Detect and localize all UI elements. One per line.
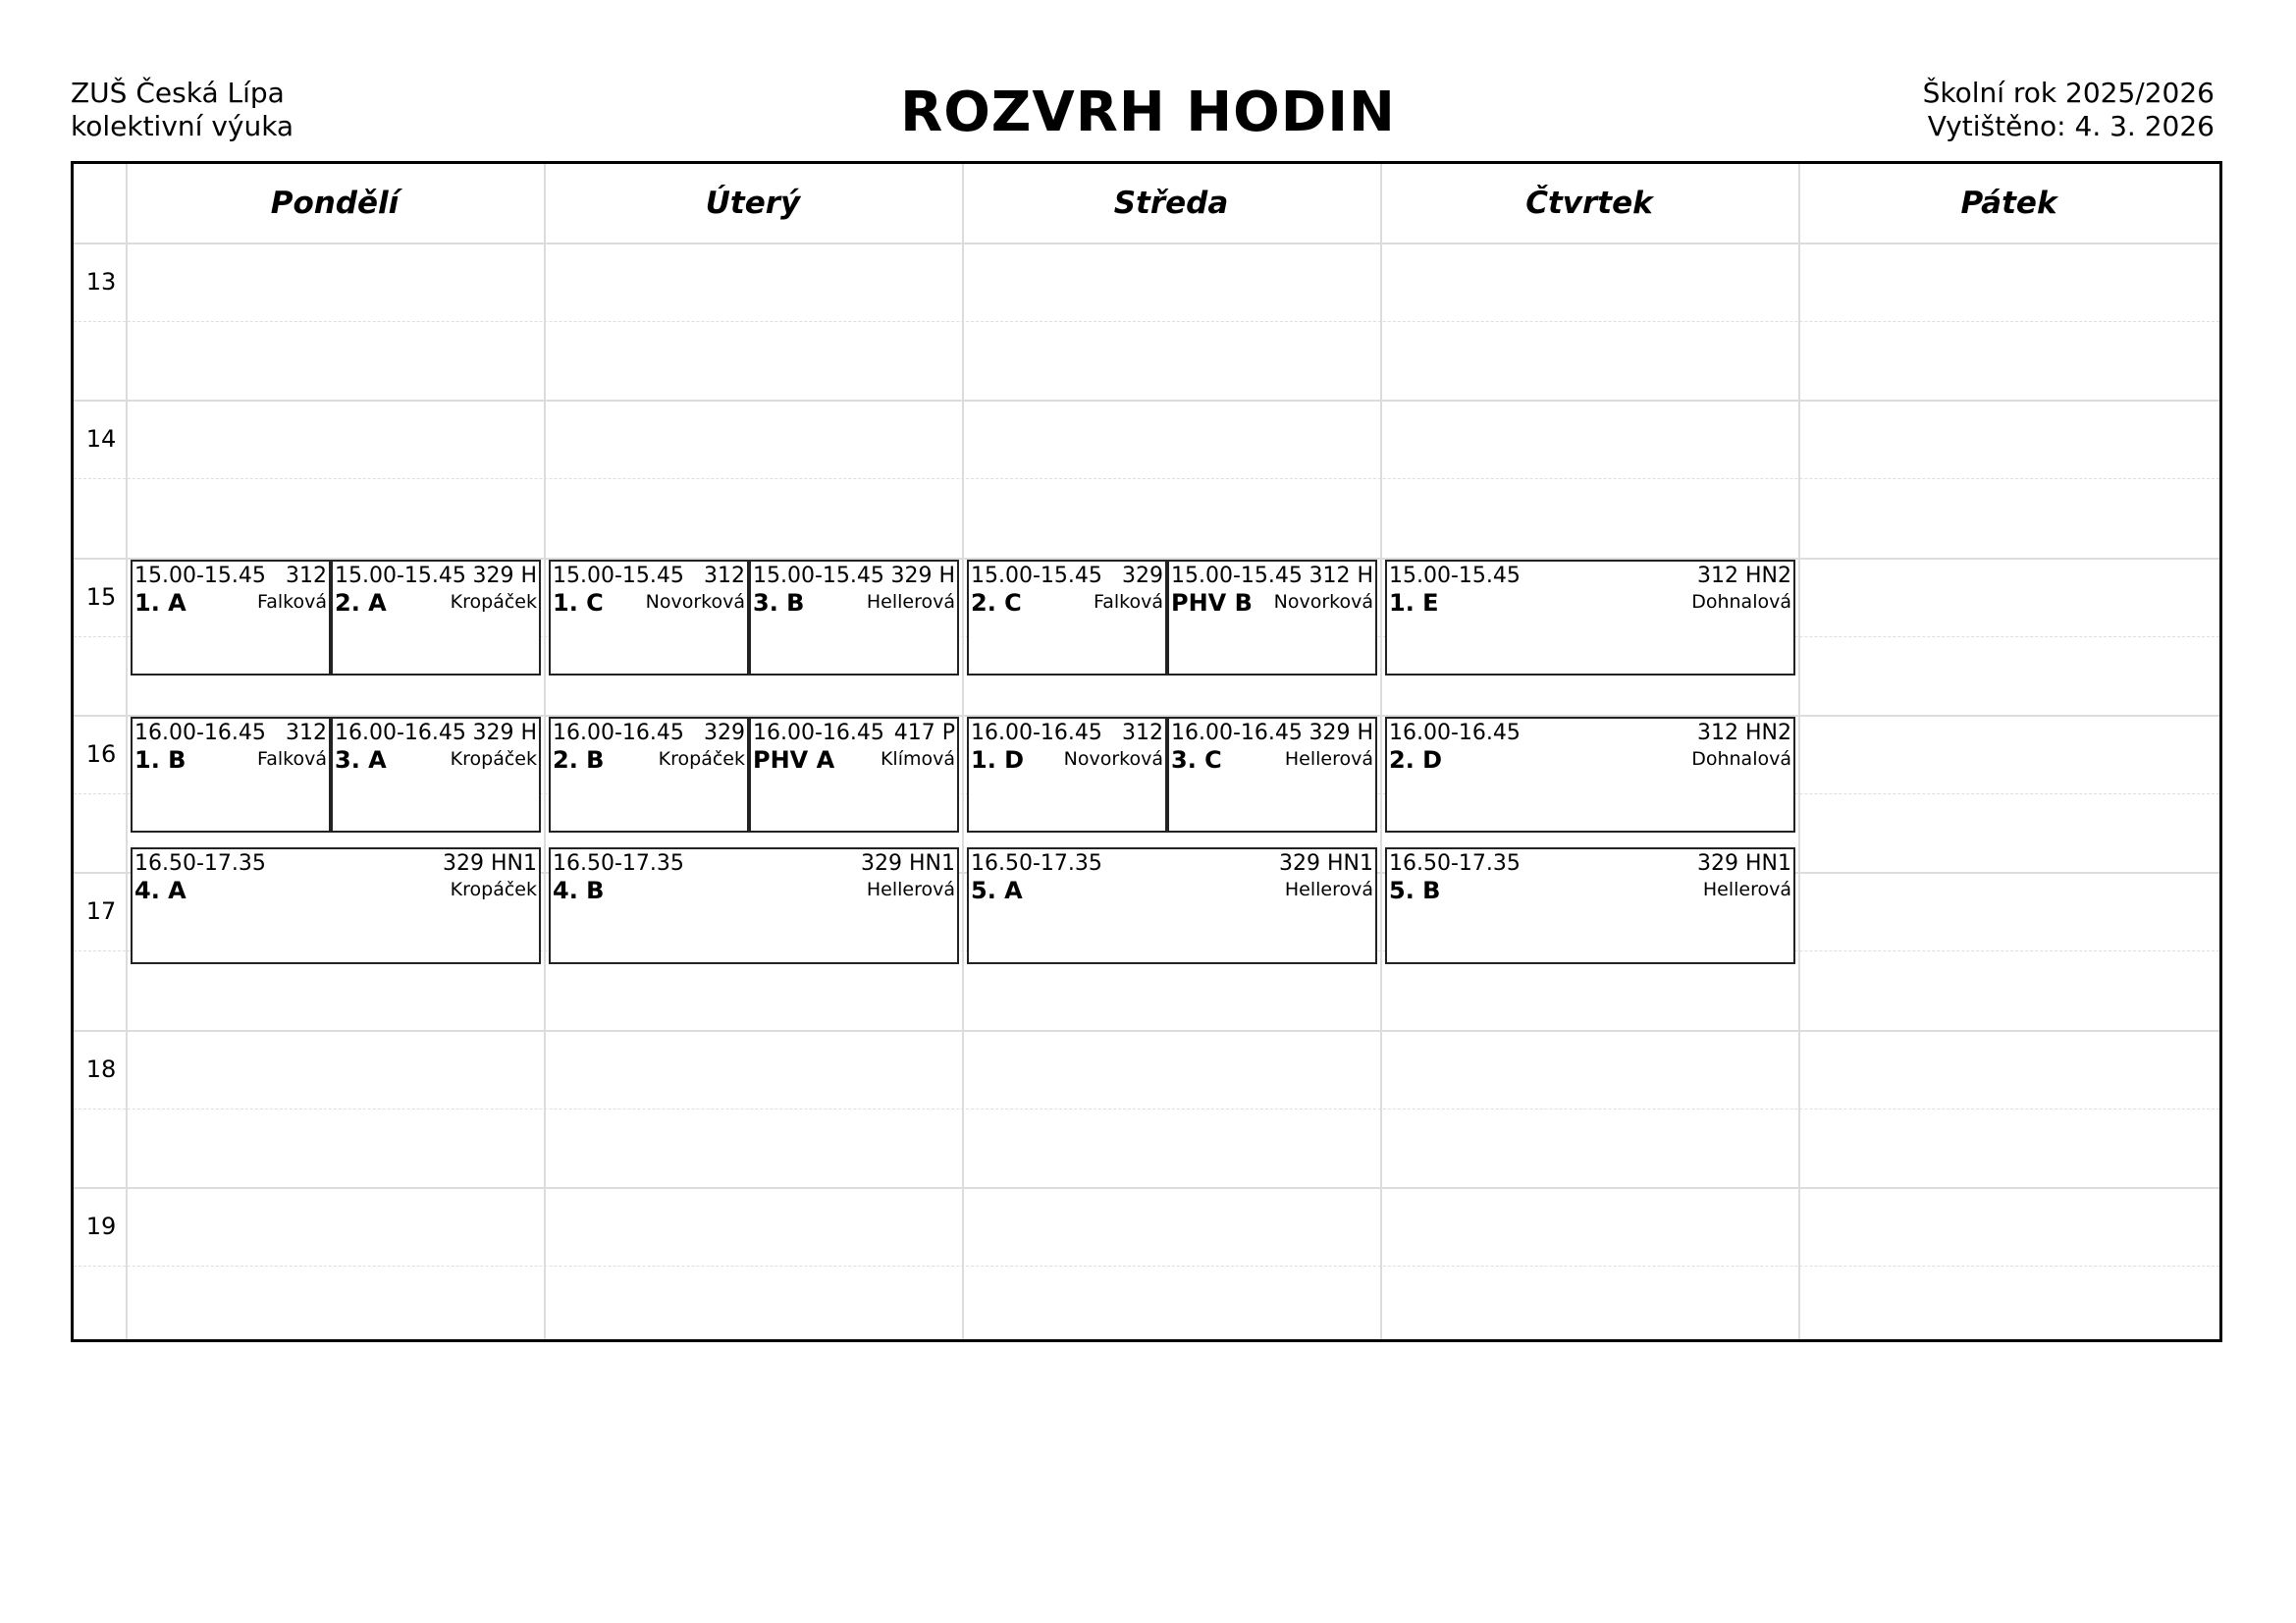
lesson-card[interactable] xyxy=(967,847,1377,963)
lesson-room: 329 xyxy=(704,720,745,745)
lesson-card[interactable] xyxy=(1167,717,1377,833)
hour-divider xyxy=(74,1030,2219,1032)
lesson-room: 329 HN1 xyxy=(1279,851,1373,877)
lesson-teacher: Novorková xyxy=(1063,747,1163,770)
hour-divider xyxy=(74,400,2219,402)
lesson-card[interactable] xyxy=(131,560,331,676)
lesson-teacher: Dohnalová xyxy=(1691,590,1791,613)
lesson-time: 16.00-16.45 xyxy=(971,720,1102,745)
hour-label: 14 xyxy=(85,425,117,454)
lesson-room: 312 xyxy=(1122,720,1163,745)
lesson-teacher: Hellerová xyxy=(866,879,955,901)
lesson-room: 329 HN1 xyxy=(443,851,537,877)
lesson-card[interactable] xyxy=(331,717,541,833)
hour-divider xyxy=(74,1187,2219,1189)
lesson-teacher: Kropáček xyxy=(450,590,537,613)
lesson-group: 1. D xyxy=(971,745,1025,774)
lesson-room: 417 P xyxy=(893,720,955,745)
lesson-group: 1. E xyxy=(1389,588,1439,617)
hour-label: 13 xyxy=(85,268,117,296)
header-divider xyxy=(74,243,2219,244)
column-divider xyxy=(1380,164,1382,1339)
lesson-time: 16.00-16.45 xyxy=(335,720,466,745)
lesson-teacher: Falková xyxy=(257,747,327,770)
hour-label: 15 xyxy=(85,582,117,611)
lesson-group: 4. A xyxy=(134,877,187,905)
timetable-grid xyxy=(71,161,2222,1342)
lesson-time: 16.50-17.35 xyxy=(1389,851,1521,877)
column-divider xyxy=(544,164,546,1339)
lesson-room: 329 H xyxy=(472,563,537,588)
lesson-room: 312 H xyxy=(1308,563,1373,588)
half-hour-divider xyxy=(74,478,2219,479)
lesson-group: 2. A xyxy=(335,588,387,617)
hour-label: 17 xyxy=(85,897,117,926)
hour-label: 16 xyxy=(85,739,117,768)
lesson-time: 15.00-15.45 xyxy=(335,563,466,588)
lesson-room: 329 HN1 xyxy=(1697,851,1791,877)
lesson-teacher: Novorková xyxy=(1273,590,1373,613)
lesson-room: 329 HN1 xyxy=(861,851,955,877)
lesson-card[interactable] xyxy=(331,560,541,676)
lesson-card[interactable] xyxy=(549,717,749,833)
lesson-card[interactable] xyxy=(749,717,959,833)
lesson-time: 16.50-17.35 xyxy=(553,851,684,877)
lesson-group: 2. C xyxy=(971,588,1022,617)
lesson-teacher: Hellerová xyxy=(1284,879,1373,901)
lesson-card[interactable] xyxy=(749,560,959,676)
page-title: ROZVRH HODIN xyxy=(900,81,1396,144)
lesson-card[interactable] xyxy=(131,847,541,963)
day-header: Úterý xyxy=(705,186,801,221)
lesson-group: 2. D xyxy=(1389,745,1443,774)
lesson-card[interactable] xyxy=(1167,560,1377,676)
lesson-teacher: Hellerová xyxy=(1702,879,1791,901)
lesson-time: 16.50-17.35 xyxy=(134,851,266,877)
lesson-group: 4. B xyxy=(553,877,605,905)
lesson-time: 16.00-16.45 xyxy=(134,720,266,745)
hour-label: 18 xyxy=(85,1055,117,1083)
header-right xyxy=(1923,77,2215,143)
day-header: Středa xyxy=(1113,186,1229,221)
lesson-time: 15.00-15.45 xyxy=(134,563,266,588)
lesson-time: 15.00-15.45 xyxy=(1171,563,1303,588)
lesson-time: 15.00-15.45 xyxy=(753,563,884,588)
lesson-group: 5. B xyxy=(1389,877,1441,905)
lesson-teacher: Hellerová xyxy=(866,590,955,613)
lesson-room: 312 xyxy=(286,720,327,745)
lesson-time: 15.00-15.45 xyxy=(553,563,684,588)
printed-date: Vytištěno: 4. 3. 2026 xyxy=(1927,110,2215,142)
lesson-teacher: Hellerová xyxy=(1284,747,1373,770)
lesson-card[interactable] xyxy=(131,717,331,833)
lesson-card[interactable] xyxy=(967,717,1167,833)
school-year: Školní rok 2025/2026 xyxy=(1922,77,2215,109)
lesson-room: 329 H xyxy=(890,563,955,588)
lesson-time: 16.00-16.45 xyxy=(1389,720,1521,745)
teaching-type: kolektivní výuka xyxy=(71,110,294,142)
lesson-teacher: Dohnalová xyxy=(1691,747,1791,770)
lesson-room: 329 xyxy=(1122,563,1163,588)
day-header: Pondělí xyxy=(270,186,400,221)
lesson-room: 329 H xyxy=(1308,720,1373,745)
lesson-group: PHV B xyxy=(1171,588,1253,617)
lesson-card[interactable] xyxy=(1385,560,1795,676)
lesson-group: 3. A xyxy=(335,745,387,774)
half-hour-divider xyxy=(74,321,2219,322)
lesson-group: 1. C xyxy=(553,588,604,617)
lesson-room: 329 H xyxy=(472,720,537,745)
lesson-room: 312 xyxy=(704,563,745,588)
lesson-room: 312 HN2 xyxy=(1697,720,1791,745)
lesson-time: 16.00-16.45 xyxy=(553,720,684,745)
school-name: ZUŠ Česká Lípa xyxy=(71,77,285,109)
lesson-teacher: Kropáček xyxy=(450,879,537,901)
day-header: Čtvrtek xyxy=(1525,186,1653,221)
lesson-room: 312 HN2 xyxy=(1697,563,1791,588)
lesson-teacher: Novorková xyxy=(645,590,745,613)
lesson-group: 1. A xyxy=(134,588,187,617)
column-divider xyxy=(1798,164,1800,1339)
lesson-time: 16.50-17.35 xyxy=(971,851,1102,877)
lesson-card[interactable] xyxy=(549,560,749,676)
lesson-card[interactable] xyxy=(967,560,1167,676)
half-hour-divider xyxy=(74,1266,2219,1267)
lesson-group: 3. B xyxy=(753,588,805,617)
lesson-time: 15.00-15.45 xyxy=(1389,563,1521,588)
column-divider xyxy=(962,164,964,1339)
lesson-group: 2. B xyxy=(553,745,605,774)
lesson-group: 1. B xyxy=(134,745,187,774)
lesson-group: 3. C xyxy=(1171,745,1222,774)
lesson-room: 312 xyxy=(286,563,327,588)
lesson-time: 15.00-15.45 xyxy=(971,563,1102,588)
hour-label: 19 xyxy=(85,1212,117,1240)
lesson-group: PHV A xyxy=(753,745,835,774)
lesson-card[interactable] xyxy=(549,847,959,963)
lesson-teacher: Falková xyxy=(257,590,327,613)
day-header: Pátek xyxy=(1960,186,2057,221)
lesson-card[interactable] xyxy=(1385,717,1795,833)
lesson-group: 5. A xyxy=(971,877,1023,905)
lesson-time: 16.00-16.45 xyxy=(1171,720,1303,745)
lesson-teacher: Kropáček xyxy=(450,747,537,770)
lesson-time: 16.00-16.45 xyxy=(753,720,884,745)
lesson-teacher: Kropáček xyxy=(658,747,745,770)
lesson-teacher: Klímová xyxy=(880,747,955,770)
lesson-card[interactable] xyxy=(1385,847,1795,963)
lesson-teacher: Falková xyxy=(1094,590,1163,613)
